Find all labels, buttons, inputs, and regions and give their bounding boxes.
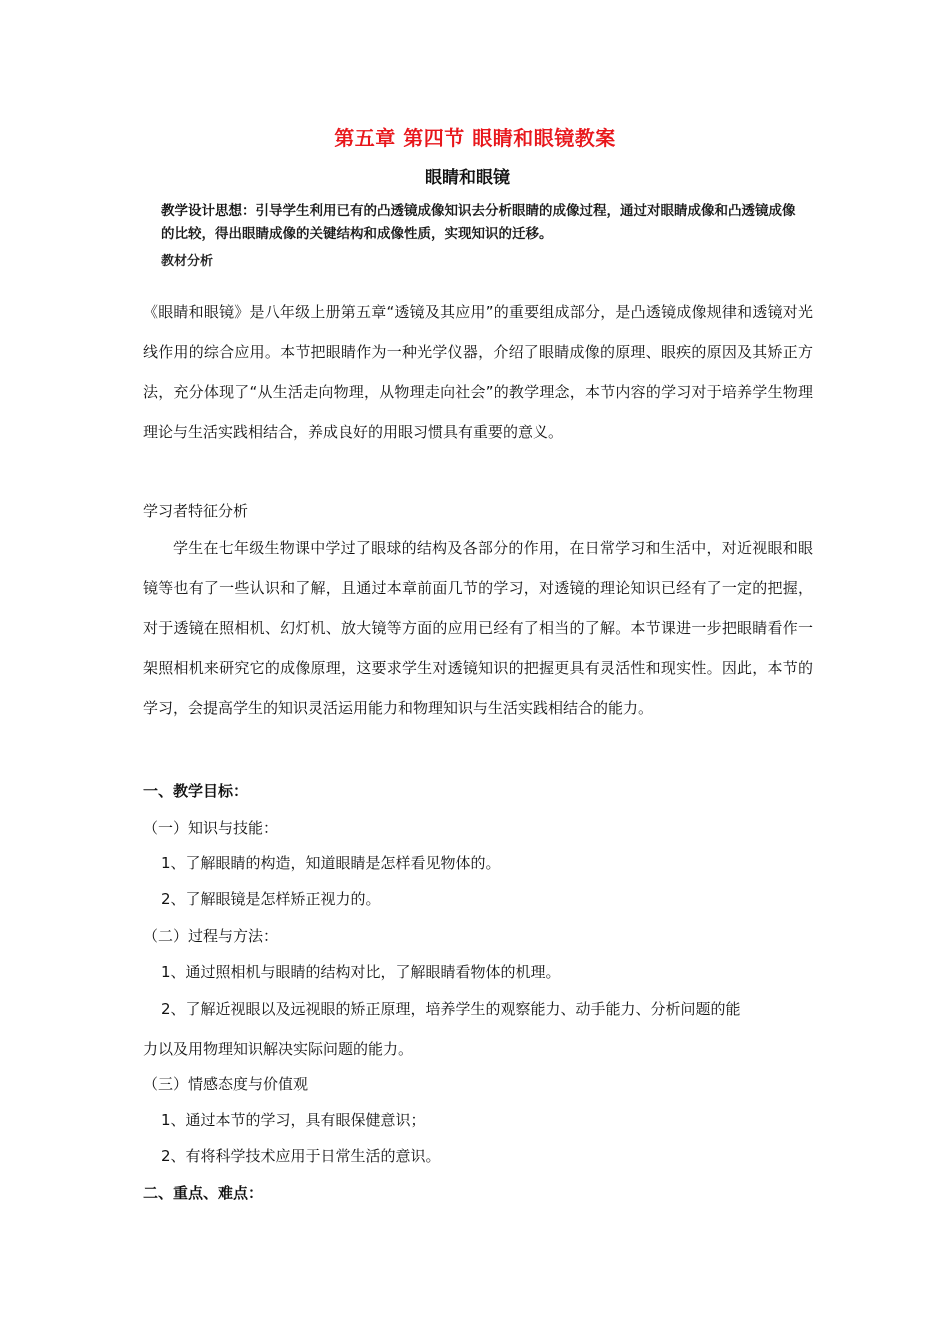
goal3-heading: （三）情感态度与价值观 [143, 1075, 309, 1093]
design-idea [161, 200, 801, 246]
design-text: 引导学生利用已有的凸透镜成像知识去分析眼睛的成像过程，通过对眼睛成像和凸透镜成像的比较，得出眼睛成像的关键结构和成像性质，实现知识的迁移。 [161, 203, 796, 242]
goal2-item1: 1、通过照相机与眼睛的结构对比，了解眼睛看物体的机理。 [161, 963, 561, 981]
goal3-item1: 1、通过本节的学习，具有眼保健意识； [161, 1111, 426, 1129]
document-subtitle: 眼睛和眼镜 [425, 168, 510, 188]
learner-heading: 学习者特征分析 [143, 502, 249, 520]
material-heading: 教材分析 [161, 254, 214, 269]
goals-heading: 一、教学目标： [143, 782, 249, 800]
design-label: 教学设计思想： [161, 203, 256, 219]
goal2-item2-line1: 2、了解近视眼以及远视眼的矫正原理，培养学生的观察能力、动手能力、分析问题的能 [161, 1000, 741, 1018]
goal3-item2: 2、有将科学技术应用于日常生活的意识。 [161, 1147, 441, 1165]
goal1-heading: （一）知识与技能： [143, 819, 279, 837]
goal2-heading: （二）过程与方法： [143, 927, 279, 945]
key-points-heading: 二、重点、难点： [143, 1184, 264, 1202]
goal1-item2: 2、了解眼镜是怎样矫正视力的。 [161, 890, 381, 908]
learner-paragraph: 学生在七年级生物课中学过了眼球的结构及各部分的作用，在日常学习和生活中，对近视眼和眼镜等也有了一些认识和了解，且通过本章前面几节的学习，对透镜的理论知识已经有了一定的把握，对于透镜在照相机、幻灯机、放大镜等方面的应用已经有了相当的了解。本节课进一步把眼睛看作一架照相机来研究它的成像原理，这要求学生对透镜知识的把握更具有灵活性和现实性。因此，本节的学习，会提高学生的知识灵活运用能力和物理知识与生活实践相结合的能力。 [143, 539, 813, 717]
goal1-item1: 1、了解眼睛的构造，知道眼睛是怎样看见物体的。 [161, 854, 501, 872]
document-title: 第五章 第四节 眼睛和眼镜教案 [334, 126, 616, 150]
goal2-item2-line2: 力以及用物理知识解决实际问题的能力。 [143, 1040, 414, 1058]
material-paragraph: 《眼睛和眼镜》是八年级上册第五章“透镜及其应用”的重要组成部分，是凸透镜成像规律和透镜对光线作用的综合应用。本节把眼睛作为一种光学仪器，介绍了眼睛成像的原理、眼疾的原因及其矫正方法，充分体现了“从生活走向物理，从物理走向社会”的教学理念，本节内容的学习对于培养学生物理理论与生活实践相结合，养成良好的用眼习惯具有重要的意义。 [143, 303, 813, 441]
